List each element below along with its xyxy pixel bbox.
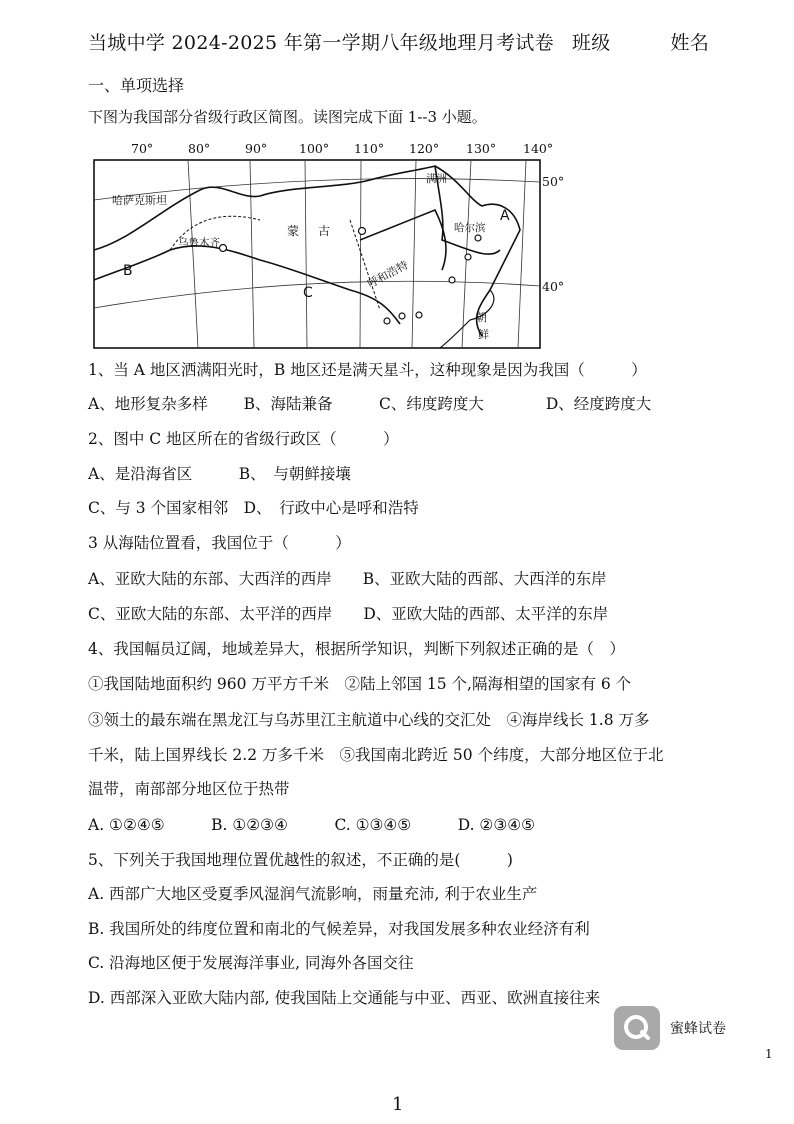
map-drawing bbox=[90, 140, 580, 352]
question-3-stem: 3 从海陆位置看，我国位于（ ） bbox=[88, 534, 351, 552]
question-4-line: 温带，南部部分地区位于热带 bbox=[88, 780, 290, 798]
side-number: 1 bbox=[765, 1047, 773, 1061]
lon-label-90: 90° bbox=[245, 141, 268, 156]
question-2-option-line: C、与 3 个国家相邻 D、 行政中心是呼和浩特 bbox=[88, 499, 419, 517]
city-dot bbox=[465, 254, 471, 260]
section-heading: 一、单项选择 bbox=[88, 76, 185, 95]
brand-name: 蜜蜂试卷 bbox=[670, 1021, 726, 1037]
city-harbin bbox=[475, 235, 481, 241]
question-4-line: 千米，陆上国界线长 2.2 万多千米 ⑤我国南北跨近 50 个纬度，大部分地区位于北 bbox=[88, 746, 664, 764]
lon-label-130: 130° bbox=[466, 141, 497, 156]
question-1-stem: 1、当 A 地区洒满阳光时，B 地区还是满天星斗，这种现象是因为我国（ ） bbox=[88, 361, 647, 379]
lon-label-70: 70° bbox=[131, 141, 154, 156]
question-5-option-d: D. 西部深入亚欧大陆内部, 使我国陆上交通能与中亚、西亚、欧洲直接往来 bbox=[88, 989, 601, 1007]
longitude-line bbox=[518, 160, 526, 348]
question-2-stem: 2、图中 C 地区所在的省级行政区（ ） bbox=[88, 430, 399, 448]
marker-c: C bbox=[303, 285, 313, 301]
marker-a: A bbox=[500, 208, 510, 224]
label-urumqi: 乌鲁木齐 bbox=[178, 237, 220, 249]
latitude-line bbox=[94, 281, 540, 308]
question-4-stem: 4、我国幅员辽阔，地域差异大，根据所学知识，判断下列叙述正确的是（ ） bbox=[88, 640, 625, 658]
page-number: 1 bbox=[392, 1094, 404, 1115]
intro-text: 下图为我国部分省级行政区简图。读图完成下面 1--3 小题。 bbox=[88, 108, 487, 126]
city-dot bbox=[449, 277, 455, 283]
label-harbin: 哈尔滨 bbox=[454, 222, 486, 234]
city-dot bbox=[359, 228, 366, 235]
bee-logo-icon bbox=[614, 1006, 660, 1050]
lat-label-50: 50° bbox=[542, 174, 565, 189]
lon-label-100: 100° bbox=[299, 141, 330, 156]
title-text: 当城中学 2024-2025 年第一学期八年级地理月考试卷 bbox=[88, 32, 554, 54]
label-korea-1: 朝 bbox=[476, 311, 487, 324]
question-1-options: A、地形复杂多样 B、海陆兼备 C、纬度跨度大 D、经度跨度大 bbox=[88, 395, 652, 413]
lat-label-40: 40° bbox=[542, 279, 565, 294]
city-urumqi bbox=[220, 245, 227, 252]
question-4-options: A. ①②④⑤ B. ①②③④ C. ①③④⑤ D. ②③④⑤ bbox=[88, 816, 536, 834]
label-hohhot: 呼和浩特 bbox=[365, 258, 411, 291]
lon-label-140: 140° bbox=[523, 141, 554, 156]
lon-label-120: 120° bbox=[409, 141, 440, 156]
exam-title bbox=[88, 28, 709, 55]
province-border bbox=[94, 246, 400, 324]
city-dot bbox=[399, 313, 405, 319]
question-3-option-line: C、亚欧大陆的东部、太平洋的西岸 D、亚欧大陆的西部、太平洋的东岸 bbox=[88, 605, 609, 623]
city-dot bbox=[416, 312, 422, 318]
question-5-option-c: C. 沿海地区便于发展海洋事业, 同海外各国交往 bbox=[88, 954, 414, 972]
question-5-option-a: A. 西部广大地区受夏季风湿润气流影响，雨量充沛, 利于农业生产 bbox=[88, 885, 538, 903]
question-4-line: ③领土的最东端在黑龙江与乌苏里江主航道中心线的交汇处 ④海岸线长 1.8 万多 bbox=[88, 711, 650, 729]
marker-b: B bbox=[123, 263, 133, 279]
name-label: 姓名 bbox=[670, 32, 710, 54]
label-mongolia-2: 古 bbox=[318, 224, 331, 238]
label-manzhouli: 满洲 bbox=[426, 173, 447, 185]
label-korea-2: 鲜 bbox=[478, 328, 489, 341]
longitude-line bbox=[250, 160, 254, 348]
question-3-option-line: A、亚欧大陆的东部、大西洋的西岸 B、亚欧大陆的西部、大西洋的东岸 bbox=[88, 570, 607, 588]
label-mongolia-1: 蒙 bbox=[287, 224, 300, 238]
question-4-line: ①我国陆地面积约 960 万平方千米 ②陆上邻国 15 个,隔海相望的国家有 6 个 bbox=[88, 675, 632, 693]
label-kazakhstan: 哈萨克斯坦 bbox=[112, 194, 167, 207]
question-2-option-line: A、是沿海省区 B、 与朝鲜接壤 bbox=[88, 465, 351, 483]
city-dot bbox=[384, 318, 390, 324]
question-5-stem: 5、下列关于我国地理位置优越性的叙述，不正确的是( ) bbox=[88, 851, 513, 869]
class-label: 班级 bbox=[571, 32, 611, 54]
question-5-option-b: B. 我国所处的纬度位置和南北的气候差异，对我国发展多种农业经济有利 bbox=[88, 920, 590, 938]
lon-label-110: 110° bbox=[354, 141, 385, 156]
longitude-line bbox=[412, 160, 416, 348]
lon-label-80: 80° bbox=[188, 141, 211, 156]
